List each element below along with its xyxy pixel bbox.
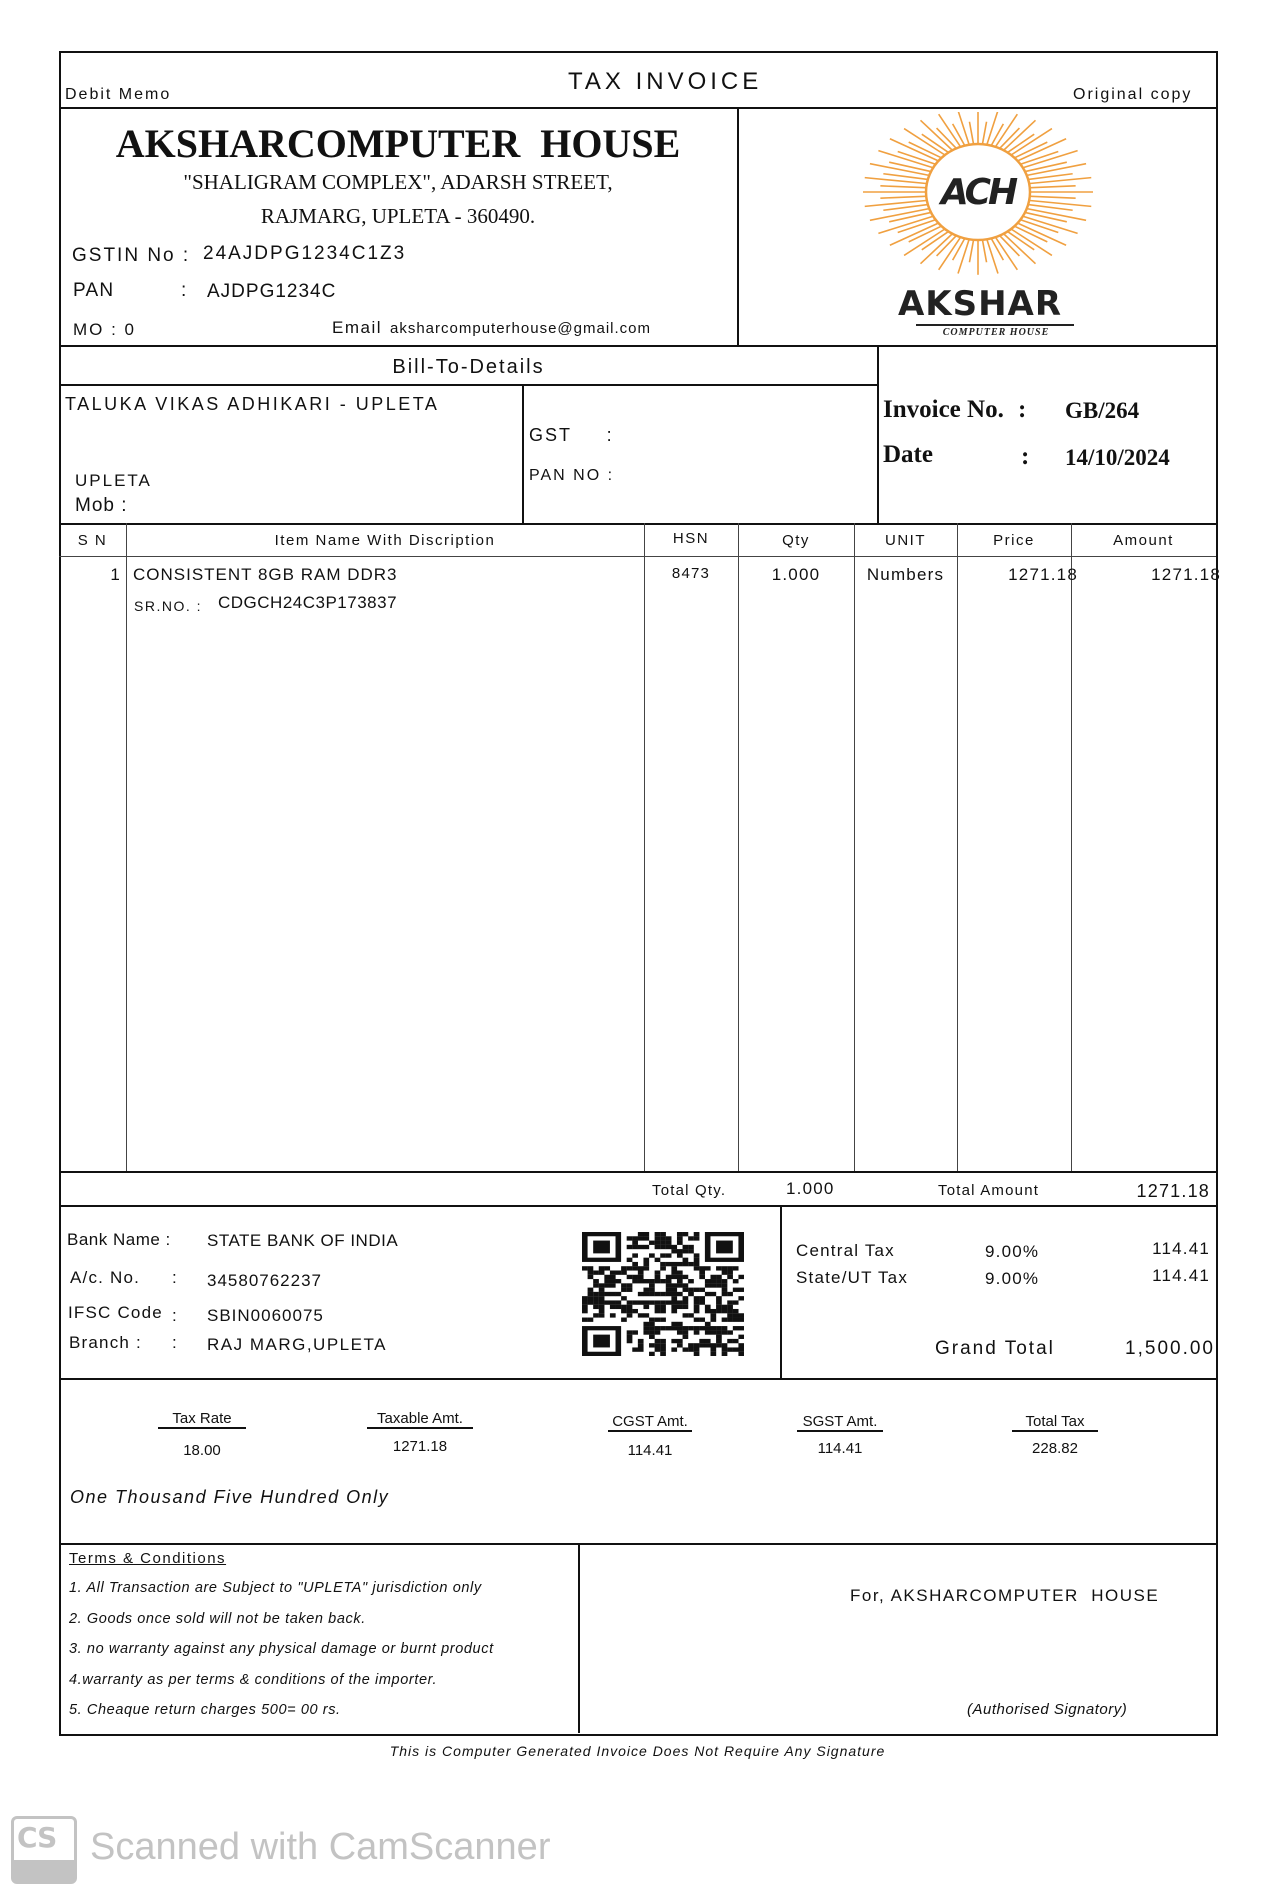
total-amount-value: 1271.18 [1136,1181,1210,1201]
divider [578,1543,580,1733]
sun-ray [1003,120,1036,151]
total-qty-value: 1.000 [786,1179,835,1198]
ifsc-colon: : [172,1306,178,1325]
customer-gst-label: GST : [529,425,614,445]
date-value: 14/10/2024 [1065,445,1170,470]
cgst-label: CGST Amt. [608,1413,692,1432]
company-name: AKSHARCOMPUTER HOUSE [115,121,681,166]
sun-ray [1003,233,1036,264]
sun-ray [958,239,969,274]
authorised-signatory: (Authorised Signatory) [967,1701,1128,1718]
sun-ray [987,112,998,145]
sun-ray [969,122,973,145]
footer-note: This is Computer Generated Invoice Does Not Require Any Signature [389,1743,886,1759]
divider [780,1205,782,1379]
email-value: aksharcomputerhouse@gmail.com [390,320,651,337]
column-header-unit: UNIT [885,532,926,549]
sgst-label: SGST Amt. [797,1413,884,1432]
sun-ray [982,122,986,145]
divider [957,523,958,1171]
terms-item: 3. no warranty against any physical damage or burnt product [69,1641,494,1657]
column-header-amount: Amount [1113,532,1174,549]
email-label: Email [332,318,383,337]
divider [59,1378,1216,1380]
terms-list [69,1578,574,1731]
taxable-label: Taxable Amt. [367,1410,473,1429]
divider [59,345,1216,347]
customer-pan-label: PAN NO : [529,467,615,484]
row-price: 1271.18 [1008,565,1078,584]
mobile-label: MO : 0 [73,320,137,339]
divider [1071,523,1072,1171]
total-tax-col [995,1413,1115,1432]
pan-colon: : [181,280,188,301]
bank-name-value: STATE BANK OF INDIA [207,1231,399,1250]
account-value: 34580762237 [207,1271,323,1290]
terms-item: 1. All Transaction are Subject to "UPLETA" jurisdiction only [69,1580,482,1596]
sun-ray [969,239,973,262]
bill-to-heading: Bill-To-Details [392,356,545,378]
amount-in-words: One Thousand Five Hundred Only [70,1487,390,1507]
taxable-col [350,1410,490,1429]
pan-value: AJDPG1234C [207,281,337,302]
sun-ray [1028,196,1076,198]
terms-item: 2. Goods once sold will not be taken back. [69,1610,366,1627]
row-serial-value: CDGCH24C3P173837 [218,593,398,612]
state-tax-amount: 114.41 [1152,1266,1210,1285]
column-header-item: Item Name With Discription [274,532,496,549]
sun-ray [987,239,998,274]
total-amount-label: Total Amount [938,1182,1040,1199]
company-logo [858,112,1098,344]
company-address-line2: RAJMARG, UPLETA - 360490. [260,204,536,228]
payment-qr-code [582,1232,744,1356]
camscanner-logo-icon [11,1816,77,1884]
divider [59,1543,1216,1545]
divider [59,107,1216,109]
account-label: A/c. No. [70,1268,141,1287]
central-tax-amount: 114.41 [1152,1239,1210,1258]
divider [522,384,524,524]
logo-monogram: ACH [940,172,1016,213]
terms-item: 4.warranty as per terms & conditions of the importer. [69,1671,438,1688]
divider [59,556,1216,557]
taxable-value: 1271.18 [392,1438,448,1455]
sun-ray [889,162,933,172]
invoice-no-label: Invoice No. [883,396,1004,423]
ifsc-value: SBIN0060075 [207,1306,324,1325]
camscanner-badge-text: CS [17,1821,57,1854]
divider [126,523,127,1171]
row-serial-label: SR.NO. : [134,598,203,614]
grand-total-value: 1,500.00 [1125,1338,1215,1359]
company-address-line1: "SHALIGRAM COMPLEX", ADARSH STREET, [183,170,613,194]
sun-ray [958,112,969,145]
signature-for-label: For, AKSHARCOMPUTER HOUSE [850,1586,1160,1605]
tax-rate-col [152,1410,252,1429]
divider [59,1205,1216,1207]
customer-name: TALUKA VIKAS ADHIKARI - UPLETA [65,394,440,414]
branch-label: Branch : [69,1333,142,1352]
divider [59,384,878,386]
customer-mobile-label: Mob : [75,495,128,516]
total-tax-value: 228.82 [1032,1440,1078,1457]
bank-name-label: Bank Name : [67,1230,171,1249]
column-header-qty: Qty [782,532,810,549]
gstin-label: GSTIN No : [72,245,191,266]
logo-underline [916,324,1074,326]
page-title: TAX INVOICE [568,68,763,95]
sun-ray [880,186,928,188]
divider [644,523,645,1171]
invoice-no-value: GB/264 [1065,398,1140,423]
account-colon: : [172,1268,178,1287]
row-qty: 1.000 [771,565,821,584]
column-header-price: Price [993,532,1035,549]
cgst-col [595,1413,705,1432]
sun-ray [889,212,933,222]
tax-rate-label: Tax Rate [158,1410,245,1429]
sun-ray [921,120,954,151]
sgst-value: 114.41 [817,1440,863,1457]
terms-item: 5. Cheaque return charges 500= 00 rs. [69,1702,341,1718]
state-tax-rate: 9.00% [985,1269,1040,1288]
branch-colon: : [172,1333,178,1352]
divider [59,1171,1216,1173]
terms-heading: Terms & Conditions [69,1550,227,1567]
doc-type-label: Debit Memo [65,86,172,103]
date-label: Date [883,441,933,468]
divider [737,107,739,346]
row-amount: 1271.18 [1151,565,1221,584]
grand-total-label: Grand Total [935,1338,1055,1359]
date-colon: : [1021,443,1030,470]
central-tax-label: Central Tax [796,1241,895,1260]
divider [59,523,1216,525]
sgst-col [785,1413,895,1432]
sun-ray [880,196,928,198]
row-unit: Numbers [866,565,945,584]
row-hsn: 8473 [671,565,711,582]
cgst-value: 114.41 [627,1442,673,1459]
ifsc-label: IFSC Code [68,1303,163,1322]
column-header-sn: S N [77,532,108,549]
sun-ray [1023,212,1067,222]
customer-city: UPLETA [75,471,152,490]
row-sn: 1 [110,565,121,584]
row-item-name: CONSISTENT 8GB RAM DDR3 [133,565,398,584]
logo-tagline: COMPUTER HOUSE [942,327,1050,338]
camscanner-text: Scanned with CamScanner [90,1826,551,1868]
sun-ray [921,233,954,264]
state-tax-label: State/UT Tax [796,1268,909,1287]
central-tax-rate: 9.00% [985,1242,1040,1261]
pan-label: PAN [73,280,115,301]
tax-rate-value: 18.00 [183,1442,221,1459]
invoice-no-colon: : [1018,396,1027,423]
column-header-hsn: HSN [672,530,710,547]
logo-brand: AKSHAR [897,284,1063,324]
sun-ray [1023,162,1067,172]
branch-value: RAJ MARG,UPLETA [207,1335,387,1354]
sun-ray [982,239,986,262]
gstin-value: 24AJDPG1234C1Z3 [203,243,407,264]
copy-label: Original copy [1073,86,1193,103]
total-qty-label: Total Qty. [652,1182,727,1199]
divider [738,523,739,1171]
total-tax-label: Total Tax [1012,1413,1099,1432]
sun-ray [1028,186,1076,188]
divider [854,523,855,1171]
